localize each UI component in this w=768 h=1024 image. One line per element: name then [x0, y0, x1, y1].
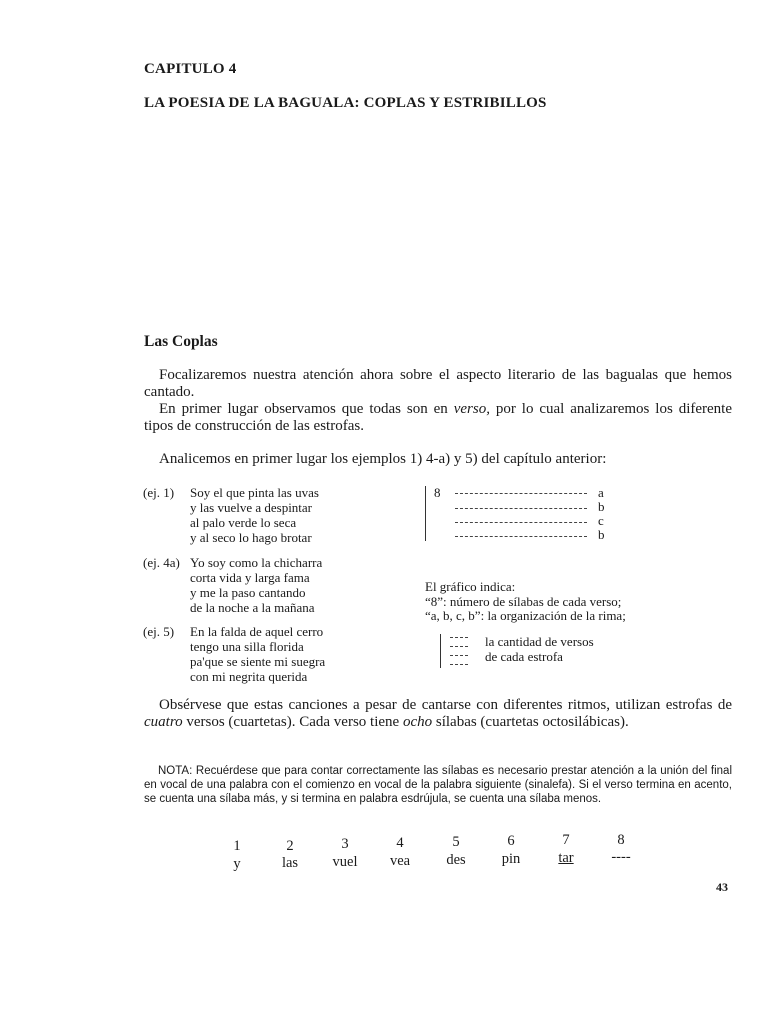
verse-line: con mi negrita querida — [190, 669, 308, 684]
verse-dash-line — [455, 522, 587, 523]
diagram-legend — [425, 580, 626, 624]
example-verses — [190, 624, 325, 684]
legend-dash — [450, 655, 468, 656]
example-1 — [143, 485, 423, 545]
verse-line: al palo verde lo seca — [190, 515, 297, 530]
syllable-text: ---- — [611, 849, 631, 865]
rhyme-letter: c — [598, 513, 604, 528]
legend-line: “a, b, c, b”: la organización de la rima; — [425, 608, 626, 623]
syllable-number: 4 — [396, 835, 404, 851]
verse-line: y las vuelve a despintar — [190, 500, 313, 515]
syllable-number: 6 — [507, 833, 515, 849]
syllable-text: vuel — [332, 854, 358, 870]
section-title: Las Coplas — [144, 333, 218, 350]
chapter-label: CAPITULO 4 — [144, 61, 237, 77]
syllable-text: vea — [389, 853, 411, 869]
syllable-text: des — [446, 852, 466, 868]
syllable-count-label: 8 — [434, 485, 441, 500]
verse-line: y al seco lo hago brotar — [190, 530, 312, 545]
verse-line: En la falda de aquel cerro — [190, 624, 324, 639]
paragraph-observation: Obsérvese que estas canciones a pesar de cantarse con diferentes ritmos, utilizan estrofas de cuatro versos (cuartetas). Cada verso tiene ocho sílabas (cuartetas octosilábicas). — [144, 697, 732, 730]
verse-line: Soy el que pinta las uvas — [190, 485, 319, 500]
verse-line: de la noche a la mañana — [190, 600, 315, 615]
rhyme-letter: a — [598, 485, 604, 500]
verse-dash-line — [455, 493, 587, 494]
verse-line: tengo una silla florida — [190, 639, 304, 654]
legend-dash — [450, 664, 468, 665]
legend-bracket — [440, 634, 441, 668]
verse-dash-line — [455, 536, 587, 537]
rhyme-letter: b — [598, 499, 605, 514]
legend-line: “8”: número de sílabas de cada verso; — [425, 593, 622, 609]
note-paragraph: NOTA: Recuérdese que para contar correctamente las sílabas es necesario prestar atención a la unión del final en vocal de una palabra con el comienzo en vocal de la palabra siguiente (sinalefa). Si el verso termina en acento, se cuenta una sílaba más, y si termina en palabra esdrújula, se cuenta una sílaba menos. — [144, 765, 732, 805]
verse-line: corta vida y larga fama — [190, 570, 310, 585]
example-5 — [143, 624, 423, 684]
chapter-title: LA POESIA DE LA BAGUALA: COPLAS Y ESTRIBILLOS — [144, 95, 547, 111]
scheme-bracket — [425, 486, 426, 541]
legend-dash — [450, 646, 468, 647]
paragraph-intro: Focalizaremos nuestra atención ahora sobre el aspecto literario de las bagualas que hemos cantado. — [144, 367, 732, 400]
legend-text: la cantidad de versos de cada estrofa — [485, 634, 594, 664]
example-verses — [190, 485, 319, 545]
rhyme-letter: b — [598, 527, 605, 542]
example-label: (ej. 1) — [143, 485, 175, 500]
page-number: 43 — [716, 880, 728, 894]
rhyme-scheme-diagram — [425, 485, 625, 545]
example-verses — [190, 555, 322, 615]
syllable-number: 7 — [562, 832, 570, 848]
verse-count-legend — [440, 632, 640, 672]
syllable-number: 8 — [617, 832, 625, 848]
syllable-text: pin — [501, 851, 521, 867]
syllable-text: y — [233, 856, 241, 872]
verse-dash-line — [455, 508, 587, 509]
example-4a — [143, 555, 423, 615]
paragraph-examples-intro: Analicemos en primer lugar los ejemplos 1) 4-a) y 5) del capítulo anterior: — [159, 451, 607, 467]
verse-line: pa'que se siente mi suegra — [190, 654, 326, 669]
example-label: (ej. 5) — [143, 624, 175, 639]
syllable-number: 2 — [286, 838, 294, 854]
verse-line: y me la paso cantando — [190, 585, 306, 600]
legend-dash — [450, 637, 468, 638]
paragraph-verse: En primer lugar observamos que todas son en verso, por lo cual analizaremos los diferente tipos de construcción de las estrofas. — [144, 401, 732, 434]
verse-line: Yo soy como la chicharra — [190, 555, 323, 570]
syllable-text: las — [281, 855, 299, 871]
syllable-number: 3 — [341, 836, 349, 852]
syllable-text-stressed: tar — [558, 850, 574, 866]
legend-line: El gráfico indica: — [425, 579, 516, 594]
syllable-number: 1 — [233, 838, 241, 854]
syllable-number: 5 — [452, 834, 460, 850]
example-label: (ej. 4a) — [143, 555, 180, 570]
